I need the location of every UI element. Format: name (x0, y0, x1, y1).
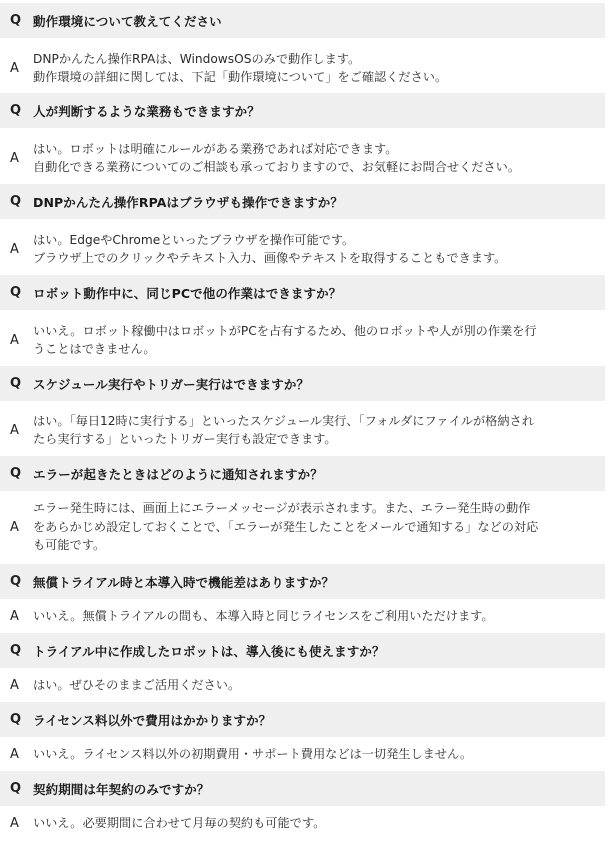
answer-text (33, 140, 595, 177)
faq-question (0, 633, 605, 668)
answer-line: 動作環境の詳細に関しては、下記「動作環境について」をご確認ください。 (33, 70, 448, 84)
faq-answer (0, 318, 605, 362)
answer-line: はい。ロボットは明確にルールがある業務であれば対応できます。 (33, 141, 398, 156)
faq-answer (0, 408, 605, 452)
answer-line: はい。ぜひそのままご活用ください。 (33, 677, 241, 692)
answer-text (33, 322, 595, 359)
faq-question (0, 3, 605, 38)
faq-question (0, 564, 605, 599)
question-text: 無償トライアル時と本導入時で機能差はありますか？ (33, 574, 335, 590)
question-text: ライセンス料以外で費用はかかりますか？ (33, 712, 272, 728)
question-text: 契約期間は年契約のみですか？ (33, 781, 210, 797)
answer-text (33, 745, 595, 764)
a-mark: A (10, 815, 19, 831)
answer-line: はい。EdgeやChromeといったブラウザを操作可能です。 (33, 232, 355, 247)
a-mark: A (10, 150, 19, 166)
q-mark: Q (10, 103, 22, 118)
a-mark: A (10, 608, 19, 624)
q-mark: Q (10, 466, 22, 481)
faq-question (0, 93, 605, 128)
faq-answer (0, 136, 605, 180)
q-mark: Q (10, 781, 22, 796)
faq-question (0, 366, 605, 401)
faq-question (0, 275, 605, 310)
answer-line: はい。「毎日12時に実行する」といったスケジュール実行、「フォルダにファイルが格納され (33, 413, 534, 428)
answer-text (33, 814, 595, 833)
faq-answer (0, 740, 605, 768)
q-mark: Q (10, 643, 22, 658)
answer-line: いいえ。ロボット稼働中はロボットがPCを占有するため、他のロボットや人が別の作業を行 (33, 323, 537, 338)
question-text: 人が判断するような業務もできますか？ (33, 103, 260, 119)
question-text: DNPかんたん操作RPAはブラウザも操作できますか？ (33, 194, 343, 210)
q-mark: Q (10, 194, 22, 209)
question-text: ロボット動作中に、同じPCで他の作業はできますか？ (33, 285, 342, 301)
answer-line: うことはできません。 (33, 342, 156, 356)
answer-text (33, 412, 595, 449)
q-mark: Q (10, 712, 22, 727)
faq-question (0, 771, 605, 806)
faq-answer (0, 494, 605, 560)
answer-text (33, 607, 595, 626)
question-text: エラーが起きたときはどのように通知されますか？ (33, 466, 323, 482)
answer-line: も可能です。 (33, 538, 106, 553)
a-mark: A (10, 332, 19, 348)
answer-line: 自動化できる業務についてのご相談も承っておりますので、お気軽にお問合せください。 (33, 160, 521, 174)
faq-question (0, 184, 605, 219)
faq-answer (0, 809, 605, 837)
faq-question (0, 702, 605, 737)
a-mark: A (10, 677, 19, 693)
a-mark: A (10, 241, 19, 257)
answer-line: をあらかじめ設定しておくことで、「エラーが発生したことをメールで通知する」などの対応 (33, 519, 539, 534)
a-mark: A (10, 422, 19, 438)
question-text: スケジュール実行やトリガー実行はできますか？ (33, 376, 310, 392)
q-mark: Q (10, 376, 22, 391)
answer-text (33, 50, 595, 87)
a-mark: A (10, 519, 19, 535)
a-mark: A (10, 746, 19, 762)
q-mark: Q (10, 574, 22, 589)
answer-text (33, 499, 595, 555)
answer-text (33, 676, 595, 695)
answer-line: いいえ。ライセンス料以外の初期費用・サポート費用などは一切発生しません。 (33, 746, 473, 761)
answer-line: たら実行する」といったトリガー実行も設定できます。 (33, 432, 337, 446)
answer-line: エラー発生時には、画面上にエラーメッセージが表示されます。また、エラー発生時の動作 (33, 501, 531, 516)
faq-answer (0, 227, 605, 271)
question-text: トライアル中に作成したロボットは、導入後にも使えますか？ (33, 643, 385, 659)
faq-answer (0, 671, 605, 699)
question-text: 動作環境について教えてください (33, 13, 222, 29)
answer-text (33, 231, 595, 268)
q-mark: Q (10, 285, 22, 300)
q-mark: Q (10, 13, 22, 28)
answer-line: いいえ。必要期間に合わせて月毎の契約も可能です。 (33, 815, 326, 830)
answer-line: ブラウザ上でのクリックやテキスト入力、画像やテキストを取得することもできます。 (33, 251, 507, 265)
faq-answer (0, 46, 605, 90)
a-mark: A (10, 60, 19, 76)
answer-line: いいえ。無償トライアルの間も、本導入時と同じライセンスをご利用いただけます。 (33, 608, 494, 623)
answer-line: DNPかんたん操作RPAは、WindowsOSのみで動作します。 (33, 51, 361, 66)
faq-question (0, 456, 605, 491)
faq-answer (0, 602, 605, 630)
